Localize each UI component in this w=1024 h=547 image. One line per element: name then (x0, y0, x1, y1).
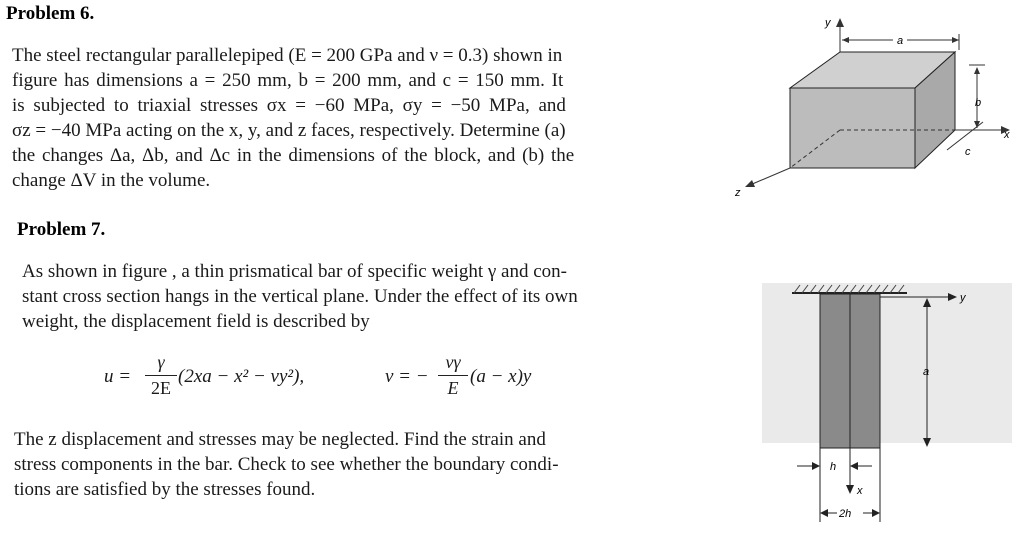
dim-arrow-icon (850, 462, 858, 470)
block-front-face (790, 88, 915, 168)
dim-arrow-icon (820, 509, 828, 517)
x-arrow-icon (846, 485, 854, 494)
problem-6-line: σz = −40 MPa acting on the x, y, and z faces, respectively. Determine (a) (12, 120, 566, 141)
problem-7-line: tions are satisfied by the stresses found. (14, 479, 316, 500)
problem-7-line: stant cross section hangs in the vertical plane. Under the effect of its own (22, 286, 578, 307)
a-label: a (923, 366, 930, 378)
eq-u-lhs: u = (104, 366, 132, 387)
eq-u-fraction-bar (145, 375, 177, 376)
eq-v-fraction-bar (438, 375, 468, 376)
z-arrow-icon (745, 180, 755, 187)
h-label: h (830, 461, 837, 473)
x-label: x (1004, 129, 1010, 141)
problem-6-line: change ΔV in the volume. (12, 170, 211, 191)
a-label: a (897, 35, 904, 47)
eq-u-den: 2E (151, 378, 171, 398)
y-label: y (825, 17, 831, 29)
c-label: c (965, 146, 971, 158)
problem-6-line: is subjected to triaxial stresses σx = −60 MPa, σy = −50 MPa, and (12, 95, 566, 116)
problem-6-line: the changes Δa, Δb, and Δc in the dimensions of the block, and (b) the (12, 145, 575, 166)
y-label: y (960, 292, 966, 304)
z-axis (750, 168, 790, 185)
y-arrow-icon (836, 18, 844, 27)
dim-arrow-icon (812, 462, 820, 470)
problem-7-line: stress components in the bar. Check to see whether the boundary condi- (14, 454, 559, 475)
eq-v-rhs: (a − x)y (470, 366, 532, 387)
bar-figure (762, 280, 1022, 525)
problem-7-line: weight, the displacement field is described by (22, 311, 370, 332)
b-label: b (975, 97, 982, 109)
dim-arrow-icon (952, 37, 959, 43)
z-label: z (735, 187, 741, 199)
eq-v-num: νγ (445, 352, 461, 372)
dim-arrow-icon (842, 37, 849, 43)
eq-v-lhs: v = − (385, 366, 429, 387)
figure-background (762, 283, 1012, 443)
eq-u-rhs: (2xa − x² − νy²), (178, 366, 305, 387)
block-figure (725, 10, 1015, 200)
eq-u-num: γ (157, 352, 165, 372)
problem-6-line: The steel rectangular parallelepiped (E = 200 GPa and ν = 0.3) shown in (12, 45, 563, 66)
eq-v-den: E (447, 378, 459, 398)
problem-6-line: figure has dimensions a = 250 mm, b = 200 mm, and c = 150 mm. It (12, 70, 564, 91)
problem-7-title: Problem 7. (17, 219, 106, 240)
dim-arrow-icon (872, 509, 880, 517)
two-h-label: 2h (839, 508, 852, 520)
problem-7-line: The z displacement and stresses may be neglected. Find the strain and (14, 429, 546, 450)
x-label: x (857, 485, 863, 497)
problem-7-line: As shown in figure , a thin prismatical bar of specific weight γ and con- (22, 261, 567, 282)
dim-arrow-icon (974, 67, 980, 74)
problem-6-title: Problem 6. (6, 3, 95, 24)
